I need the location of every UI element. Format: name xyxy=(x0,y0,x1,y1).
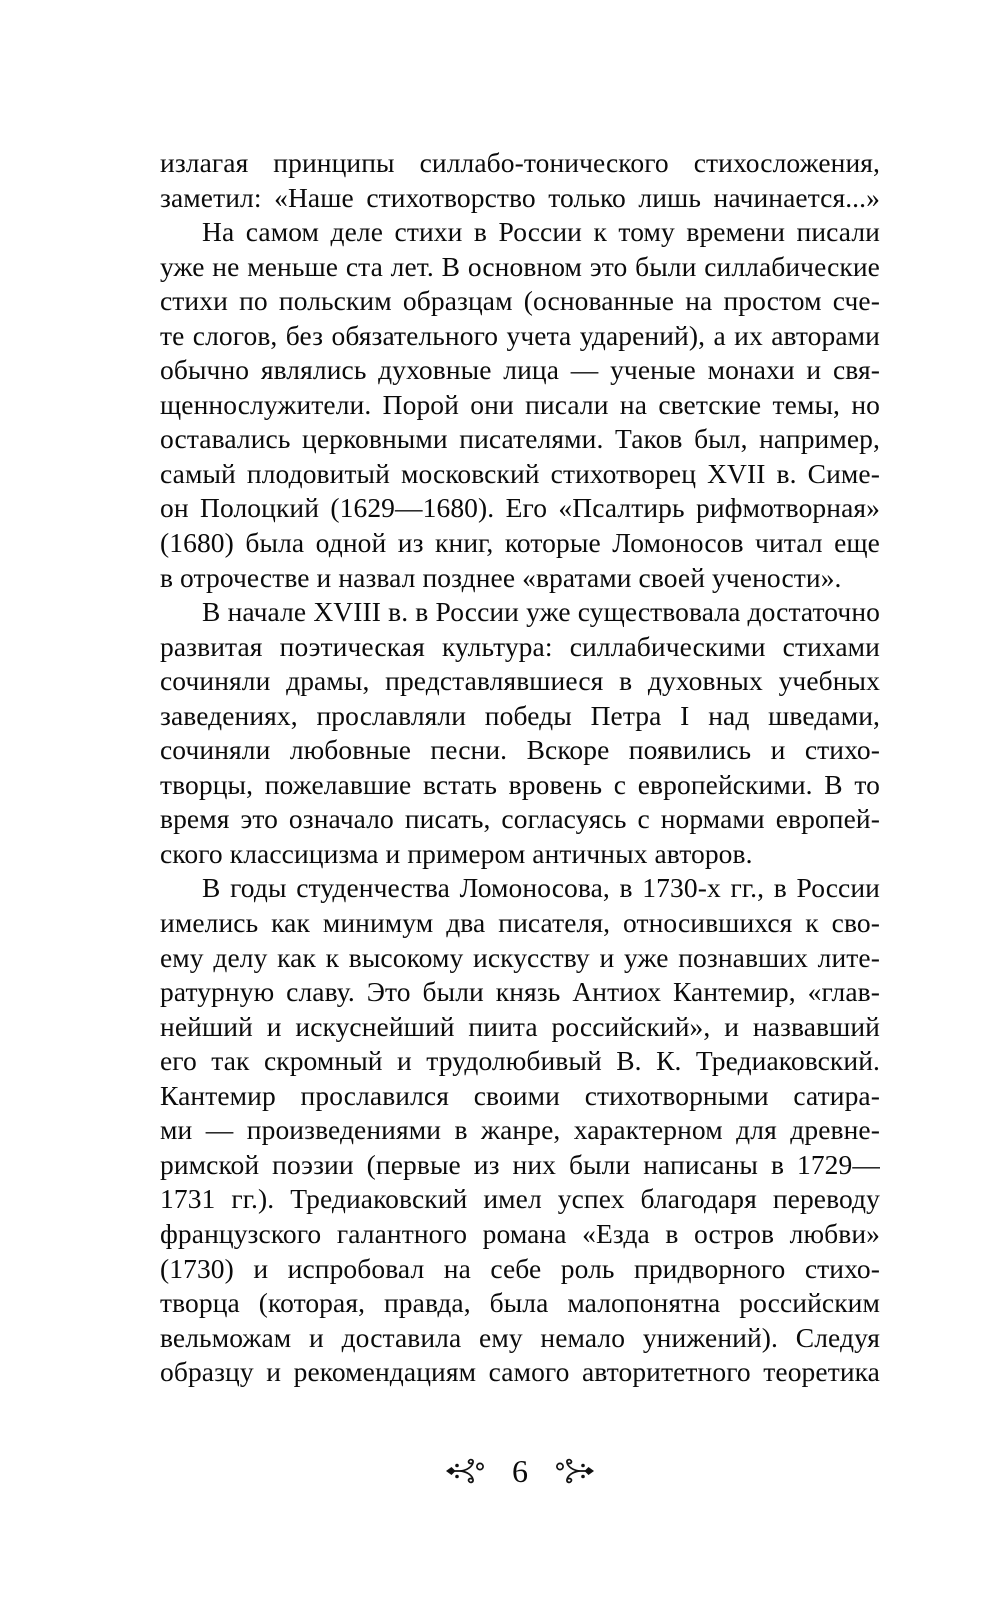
text-line: он Полоцкий (1629—1680). Его «Псалтирь рифмотворная» xyxy=(160,492,880,524)
paragraph xyxy=(160,595,880,871)
fleuron-right-icon xyxy=(552,1456,594,1486)
text-line: вельможам и доставила ему немало унижений). Следуя xyxy=(160,1321,880,1353)
text-line: ми — произведениями в жанре, характерном для древне- xyxy=(160,1114,880,1146)
text-line: ему делу как к высокому искусству и уже познавших лите- xyxy=(160,941,880,973)
text-line: На самом деле стихи в России к тому времени писали xyxy=(202,216,880,248)
text-line: римской поэзии (первые из них были написаны в 1729— xyxy=(160,1148,880,1180)
text-line: образцу и рекомендациям самого авторитетного теоретика xyxy=(160,1356,880,1388)
text-line: ратурную славу. Это были князь Антиох Кантемир, «глав- xyxy=(160,976,880,1008)
text-line: имелись как минимум два писателя, относившихся к сво- xyxy=(160,907,880,939)
text-line: творцы, пожелавшие встать вровень с европейскими. В то xyxy=(160,768,880,800)
text-line: уже не меньше ста лет. В основном это были силлабические xyxy=(160,250,880,282)
page-footer xyxy=(160,1448,880,1494)
text-line: развитая поэтическая культура: силлабическими стихами xyxy=(160,630,880,662)
text-line: сочиняли любовные песни. Вскоре появились и стихо- xyxy=(160,734,880,766)
text-line: В годы студенчества Ломоносова, в 1730-х гг., в России xyxy=(202,872,880,904)
paragraph xyxy=(160,871,880,1389)
text-line: в отрочестве и назвал позднее «вратами своей учености». xyxy=(160,561,842,593)
text-line: 1731 гг.). Тредиаковский имел успех благодаря переводу xyxy=(160,1183,880,1215)
fleuron-left-icon xyxy=(446,1456,488,1486)
text-line: стихи по польским образцам (основанные на простом сче- xyxy=(160,285,880,317)
paragraph xyxy=(160,146,880,215)
text-line: самый плодовитый московский стихотворец XVII в. Симе- xyxy=(160,457,880,489)
text-line: те слогов, без обязательного учета ударений), а их авторами xyxy=(160,319,880,351)
text-line: обычно являлись духовные лица — ученые монахи и свя- xyxy=(160,354,880,386)
text-line: ского классицизма и примером античных авторов. xyxy=(160,837,753,869)
text-line: время это означало писать, согласуясь с нормами европей- xyxy=(160,803,880,835)
text-line: заведениях, прославляли победы Петра I над шведами, xyxy=(160,699,880,731)
text-line: его так скромный и трудолюбивый В. К. Тредиаковский. xyxy=(160,1045,880,1077)
text-line: творца (которая, правда, была малопонятна российским xyxy=(160,1287,880,1319)
text-line: щеннослужители. Порой они писали на светские темы, но xyxy=(160,388,880,420)
text-line: оставались церковными писателями. Таков был, например, xyxy=(160,423,880,455)
text-line: Кантемир прославился своими стихотворными сатира- xyxy=(160,1079,880,1111)
text-line: (1730) и испробовал на себе роль придворного стихо- xyxy=(160,1252,880,1284)
paragraph xyxy=(160,215,880,595)
text-line: французского галантного романа «Езда в остров любви» xyxy=(160,1217,880,1249)
page-number: 6 xyxy=(512,1453,528,1489)
text-line: излагая принципы силлабо-тонического стихосложения, xyxy=(160,147,880,178)
text-block xyxy=(160,146,880,1390)
text-line: заметил: «Наше стихотворство только лишь начинается...» xyxy=(160,181,880,213)
text-line: нейший и искуснейший пиита российский», и назвавший xyxy=(160,1010,880,1042)
text-line: В начале XVIII в. в России уже существовала достаточно xyxy=(202,596,880,628)
text-line: (1680) была одной из книг, которые Ломоносов читал еще xyxy=(160,527,880,559)
text-line: сочиняли драмы, представлявшиеся в духовных учебных xyxy=(160,665,880,697)
